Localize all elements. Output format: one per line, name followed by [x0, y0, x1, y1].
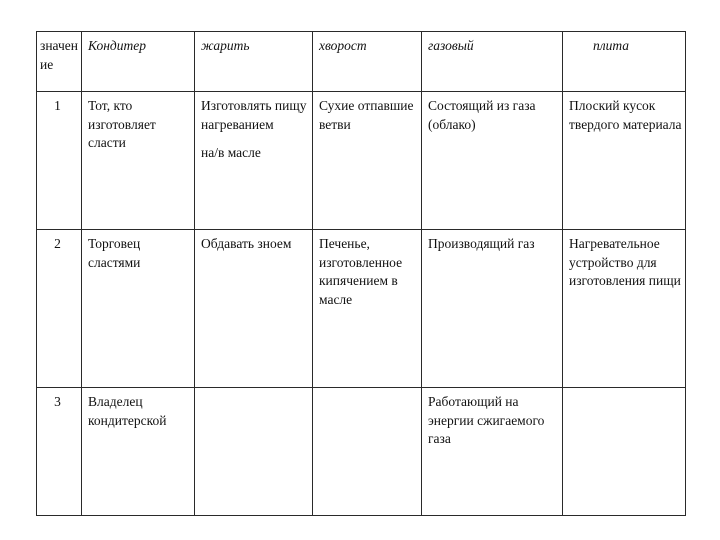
table-cell: Сухие отпавшие ветви: [313, 92, 422, 230]
header-row: [37, 32, 686, 92]
table-cell: [195, 388, 313, 516]
cell-text: Изготовлять пищу нагреванием: [201, 98, 307, 132]
header-cell-brushwood: хворост: [313, 32, 422, 92]
row-number: 3: [37, 388, 82, 516]
table-row: [37, 388, 686, 516]
row-number: 2: [37, 230, 82, 388]
table-cell: Плоский кусок твердого материала: [563, 92, 686, 230]
header-cell-gaseous: газовый: [422, 32, 563, 92]
header-cell-meaning: значение: [37, 32, 82, 92]
table-row: [37, 230, 686, 388]
row-number: 1: [37, 92, 82, 230]
table-cell: Обдавать зноем: [195, 230, 313, 388]
table-cell: Производящий газ: [422, 230, 563, 388]
header-cell-fry: жарить: [195, 32, 313, 92]
table-cell: Состоящий из газа (облако): [422, 92, 563, 230]
cell-note: на/в масле: [201, 145, 261, 160]
header-cell-stove: плита: [563, 32, 686, 92]
table-cell: Владелец кондитерской: [82, 388, 195, 516]
table-cell: Нагревательное устройство для изготовления пищи: [563, 230, 686, 388]
table-cell: [313, 388, 422, 516]
header-cell-confectioner: Кондитер: [82, 32, 195, 92]
table-cell: [563, 388, 686, 516]
table-row: [37, 92, 686, 230]
table-cell: Работающий на энергии сжигаемого газа: [422, 388, 563, 516]
table-cell: Торговец сластями: [82, 230, 195, 388]
table-cell: [195, 92, 313, 230]
table-cell: Печенье, изготовленное кипячением в масле: [313, 230, 422, 388]
meanings-table: [36, 31, 686, 516]
table-cell: Тот, кто изготовляет сласти: [82, 92, 195, 230]
